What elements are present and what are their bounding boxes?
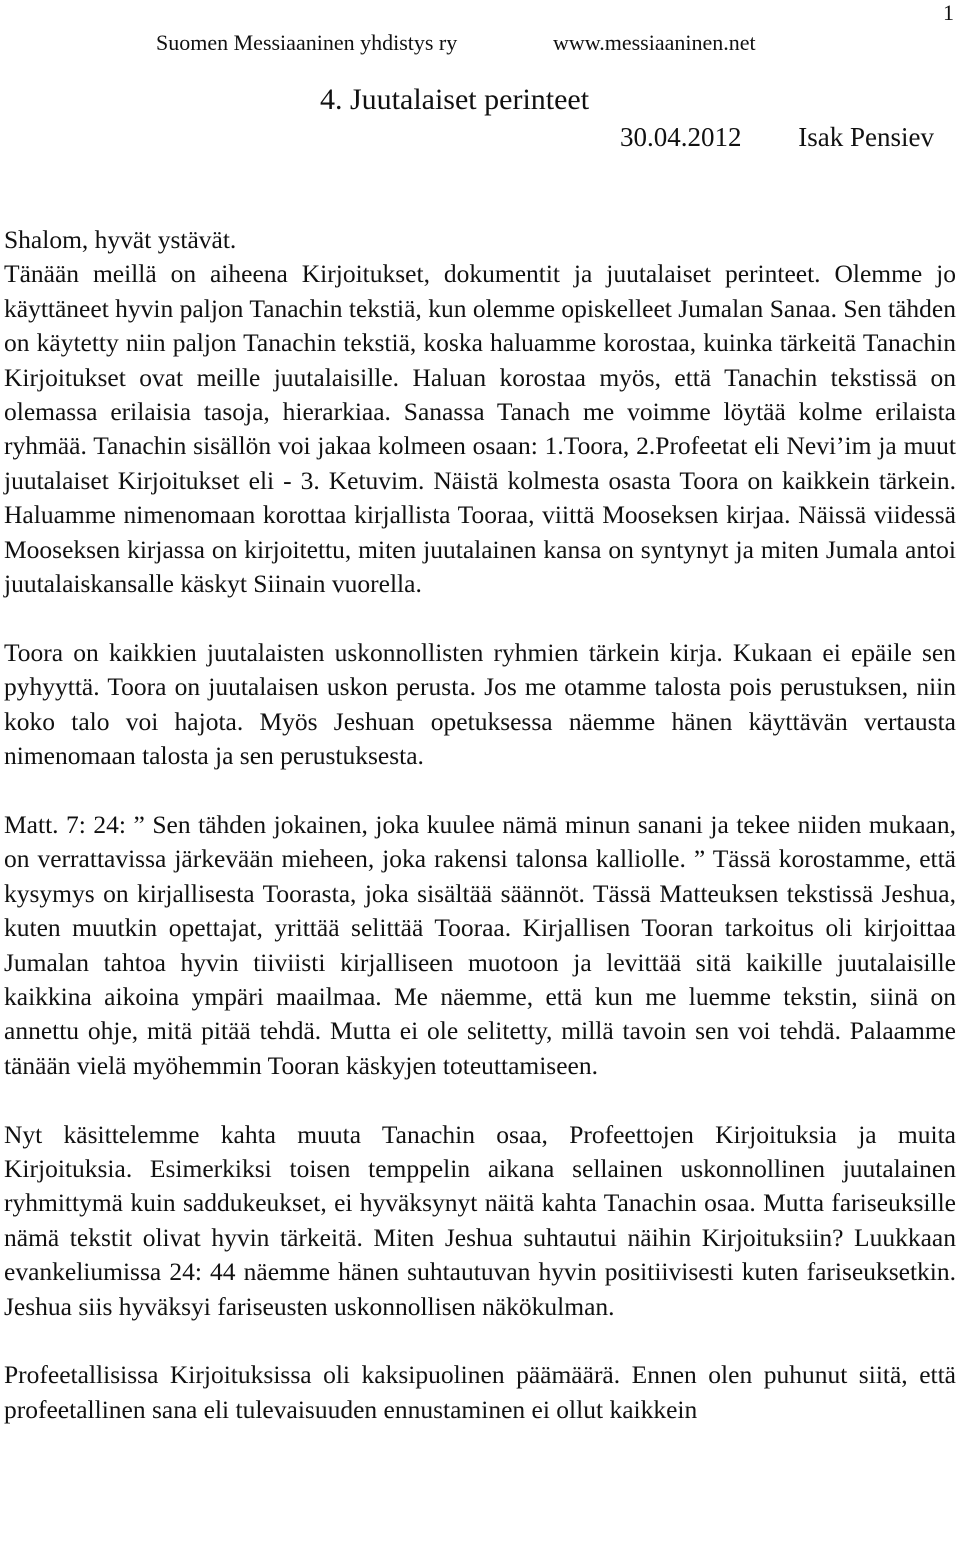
organization-name: Suomen Messiaaninen yhdistys ry	[156, 30, 458, 55]
paragraph: Tänään meillä on aiheena Kirjoitukset, dokumentit ja juutalaiset perinteet. Olemme jo käyttäneet hyvin paljon Tanachin tekstiä, kun olemme opiskelleet Jumalan Sanaa. Sen tähden on käytetty niin paljon Tanachin tekstiä, koska haluamme korostaa, kuinka tärkeitä Tanachin Kirjoitukset ovat meille juutalaisille. Haluan korostaa myös, että Tanachin tekstissä on olemassa erilaisia tasoja, hierarkiaa. Sanassa Tanach me voimme löytää kolme erilaista ryhmää. Tanachin sisällön voi jakaa kolmeen osaan: 1.Toora, 2.Profeetat eli Nevi’im ja muut juutalaiset Kirjoitukset eli - 3. Ketuvim. Näistä kolmesta osasta Toora on kaikkein tärkein. Haluamme nimenomaan korottaa kirjallista Tooraa, viittä Mooseksen kirjaa. Näissä viidessä Mooseksen kirjassa on kirjoitettu, miten juutalainen kansa on syntynyt ja miten Jumala antoi juutalaiskansalle käskyt Siinain vuorella.	[4, 259, 956, 599]
greeting: Shalom, hyvät ystävät.	[4, 225, 237, 254]
paragraph: Matt. 7: 24: ” Sen tähden jokainen, joka kuulee nämä minun sanani ja tekee niiden mukaan, on verrattavissa järkevään mieheen, joka rakensi talonsa kalliolle. ” Tässä korostamme, että kysymys on kirjallisesta Toorasta, joka sisältää säännöt. Tässä Matteuksen tekstissä Jeshua, kuten muutkin opettajat, yrittää selittää Tooraa. Kirjallisen Tooran tarkoitus oli kirjoittaa Jumalan tahtoa hyvin tiiviisti kirjalliseen muotoon ja levittää sitä kaikille juutalaisille kaikkina aikoina ympäri maailmaa. Me näemme, että kun me luemme tekstin, siinä on annettu ohje, mitä pitää tehdä. Mutta ei ole selitetty, millä tavoin sen voi tehdä. Palaamme tänään vielä myöhemmin Tooran käskyjen toteuttamiseen.	[4, 809, 956, 1080]
paragraph: Nyt käsittelemme kahta muuta Tanachin osaa, Profeettojen Kirjoituksia ja muita Kirjoituksia. Esimerkiksi toisen temppelin aikana sellainen uskonnollinen juutalainen ryhmittymä kuin saddukeukset, ei hyväksynyt näitä kahta Tanachin osaa. Mutta fariseuksille nämä tekstit olivat hyvin tärkeitä. Miten Jeshua suhtautui näihin Kirjoituksiin? Luukkaan evankeliumissa 24: 44 näemme hänen suhtautuvan hyvin positiivisesti kuten fariseuksetkin. Jeshua siis hyväksyi fariseusten uskonnollisen näkökulman.	[4, 1119, 956, 1321]
document-body	[4, 223, 956, 1462]
paragraph: Toora on kaikkien juutalaisten uskonnollisten ryhmien tärkein kirja. Kukaan ei epäile sen pyhyyttä. Toora on juutalaisen uskon perusta. Jos me otamme talosta pois perustuksen, niin koko talo voi hajota. Myös Jeshuan opetuksessa näemme hänen käyttävän vertausta nimenomaan talosta ja sen perustuksesta.	[4, 637, 956, 771]
date-author-line	[620, 118, 934, 156]
paragraph: Profeetallisissa Kirjoituksissa oli kaksipuolinen päämäärä. Ennen olen puhunut siitä, että profeetallinen sana eli tulevaisuuden ennustaminen ei ollut kaikkein	[4, 1360, 956, 1424]
document-title: 4. Juutalaiset perinteet	[320, 83, 590, 116]
page-header	[156, 28, 756, 58]
page-number: 1	[943, 0, 954, 25]
website-url: www.messiaaninen.net	[553, 30, 756, 55]
document-date: 30.04.2012	[620, 122, 742, 152]
document-author: Isak Pensiev	[798, 122, 934, 152]
